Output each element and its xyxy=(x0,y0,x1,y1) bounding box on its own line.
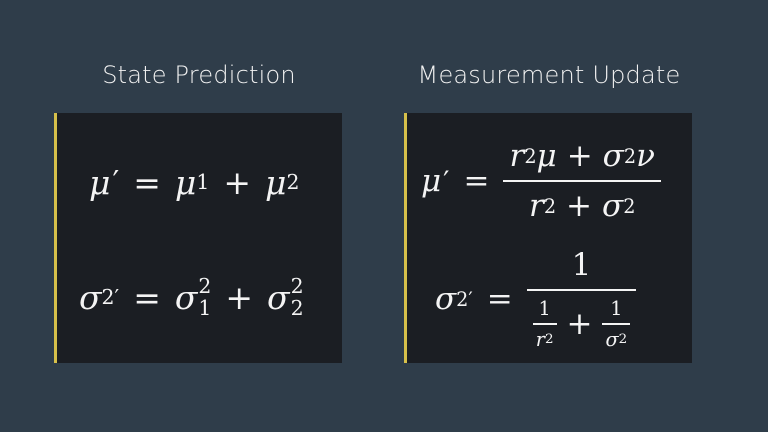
sigma-symbol: σ xyxy=(174,277,198,317)
equals-sign: = xyxy=(133,162,161,202)
sub-sup-one: 2 1 xyxy=(198,273,212,320)
prediction-mean-equation xyxy=(89,157,299,207)
one-over-sigma-squared: 1 σ 2 xyxy=(602,297,630,351)
mu-symbol: μ xyxy=(89,162,111,202)
fraction-numerator: r 2 μ + σ 2 ν xyxy=(509,138,655,174)
fraction-bar xyxy=(503,180,660,182)
state-prediction-title: State Prediction xyxy=(102,61,296,89)
superscript-two-prime: 2′ xyxy=(101,285,120,309)
prime-mark: ′ xyxy=(443,164,450,198)
sigma-symbol: σ xyxy=(435,281,457,317)
prime-mark: ′ xyxy=(112,164,120,200)
plus-sign: + xyxy=(225,277,254,317)
equals-sign: = xyxy=(486,281,513,317)
sigma-symbol: σ xyxy=(79,277,102,317)
update-mean-fraction xyxy=(503,138,660,224)
equals-sign: = xyxy=(133,277,161,317)
mu-symbol: μ xyxy=(421,163,442,199)
state-prediction-panel xyxy=(54,113,342,363)
update-variance-fraction xyxy=(527,247,636,351)
equals-sign: = xyxy=(463,163,490,199)
one-over-r-squared: 1 r 2 xyxy=(533,297,557,351)
prediction-variance-equation xyxy=(79,269,304,325)
fraction-numerator: 1 xyxy=(571,247,592,284)
fraction-denominator: r 2 + σ 2 xyxy=(528,188,636,224)
measurement-update-title: Measurement Update xyxy=(417,61,681,89)
subscript-two: 2 xyxy=(286,170,300,194)
mu-symbol: μ xyxy=(264,162,287,202)
update-mean-equation xyxy=(421,131,661,231)
fraction-bar xyxy=(527,289,636,291)
measurement-update-panel xyxy=(404,113,692,363)
mu-symbol: μ xyxy=(174,162,197,202)
fraction-denominator: 1 r 2 + 1 σ 2 xyxy=(527,297,636,351)
subscript-one: 1 xyxy=(196,170,210,194)
sub-sup-two: 2 2 xyxy=(290,273,304,320)
sigma-symbol: σ xyxy=(267,277,290,317)
plus-sign: + xyxy=(223,162,251,202)
update-variance-equation xyxy=(435,247,636,351)
superscript-two-prime: 2′ xyxy=(456,287,473,311)
